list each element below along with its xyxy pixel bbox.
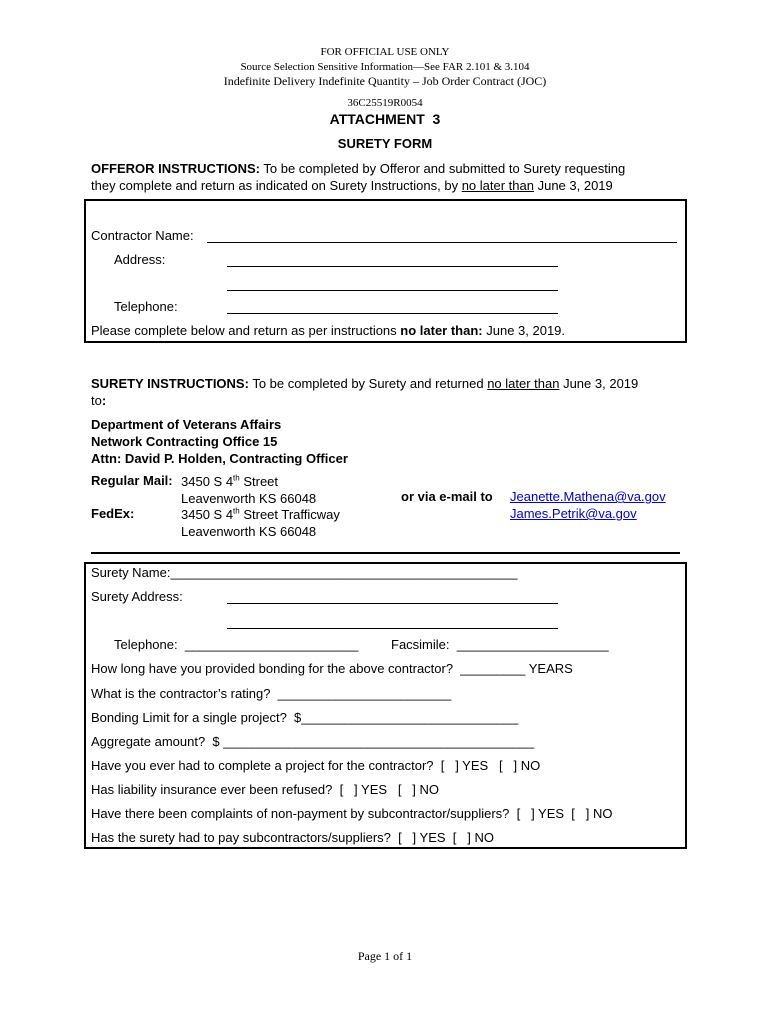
- offeror-label: OFFEROR INSTRUCTIONS:: [91, 161, 260, 176]
- question-surety-paid[interactable]: Has the surety had to pay subcontractors/suppliers? [ ] YES [ ] NO: [91, 830, 494, 845]
- regular-mail-address: [181, 473, 316, 507]
- question-nonpayment-complaints[interactable]: Have there been complaints of non-payment by subcontractor/suppliers? [ ] YES [ ] NO: [91, 806, 613, 821]
- email-link-mathena[interactable]: Jeanette.Mathena@va.gov: [510, 489, 666, 504]
- question-bonding-limit[interactable]: Bonding Limit for a single project? $______________________________: [91, 710, 519, 725]
- question-aggregate-amount[interactable]: Aggregate amount? $ ___________________________________________: [91, 734, 535, 749]
- recipient-attn: Attn: David P. Holden, Contracting Officer: [91, 451, 348, 466]
- contractor-telephone-field[interactable]: [227, 313, 558, 314]
- fedex-street-number: 3450 S 4: [181, 507, 234, 522]
- page-number: Page 1 of 1: [357, 949, 413, 963]
- section-divider: [91, 552, 680, 554]
- fedex-street-sup: th: [233, 506, 240, 516]
- return-instructions: [91, 323, 565, 338]
- contractor-address-field-1[interactable]: [227, 266, 558, 267]
- contractor-name-label: Contractor Name:: [91, 228, 194, 243]
- email-label: or via e-mail to: [401, 489, 493, 504]
- header-contract-type: Indefinite Delivery Indefinite Quantity – Job Order Contract (JOC): [223, 74, 547, 88]
- surety-address-field-2[interactable]: [227, 628, 558, 629]
- return-text: Please complete below and return as per instructions: [91, 323, 401, 338]
- surety-address-field-1[interactable]: [227, 603, 558, 604]
- return-date: June 3, 2019.: [482, 323, 566, 338]
- return-bold: no later than:: [400, 323, 483, 338]
- mail-street-number: 3450 S 4: [181, 474, 234, 489]
- fedex-street-name: Street Trafficway: [239, 507, 340, 522]
- surety-instr-text: To be completed by Surety and returned: [248, 376, 488, 391]
- regular-mail-label: Regular Mail:: [91, 473, 173, 488]
- offeror-text1: To be completed by Offeror and submitted to Surety requesting: [260, 161, 626, 176]
- solicitation-number: 36C25519R0054: [347, 97, 423, 109]
- surety-instr-deadline: no later than: [487, 376, 560, 391]
- mail-city: Leavenworth KS 66048: [181, 491, 317, 506]
- offeror-date: June 3, 2019: [533, 178, 613, 193]
- header-official-use: FOR OFFICIAL USE ONLY: [320, 46, 450, 58]
- offeror-text2: they complete and return as indicated on Surety Instructions, by: [91, 178, 462, 193]
- header-sensitive: Source Selection Sensitive Information—See FAR 2.101 & 3.104: [240, 61, 530, 73]
- fedex-city: Leavenworth KS 66048: [181, 524, 317, 539]
- mail-street-sup: th: [233, 473, 240, 483]
- contractor-address-field-2[interactable]: [227, 290, 558, 291]
- surety-instr-label: SURETY INSTRUCTIONS:: [91, 376, 249, 391]
- question-contractor-rating[interactable]: What is the contractor’s rating? ________________________: [91, 686, 452, 701]
- contractor-address-label: Address:: [114, 252, 166, 267]
- surety-instr-to: to: [91, 393, 102, 408]
- surety-instr-colon: :: [101, 393, 107, 408]
- offeror-instructions: [91, 160, 691, 194]
- question-bonding-years[interactable]: How long have you provided bonding for the above contractor? _________ YEARS: [91, 661, 573, 676]
- surety-instr-date: June 3, 2019: [559, 376, 639, 391]
- recipient-block: [91, 416, 348, 467]
- email-link-petrik[interactable]: James.Petrik@va.gov: [510, 506, 637, 521]
- recipient-org: Department of Veterans Affairs: [91, 417, 282, 432]
- offeror-deadline: no later than: [461, 178, 534, 193]
- surety-name-field[interactable]: Surety Name:________________________________________________: [91, 565, 518, 580]
- form-title: SURETY FORM: [337, 136, 433, 151]
- surety-instructions: [91, 375, 691, 409]
- question-complete-project[interactable]: Have you ever had to complete a project for the contractor? [ ] YES [ ] NO: [91, 758, 541, 773]
- contractor-info-box: [84, 199, 687, 343]
- fedex-address: [181, 506, 340, 540]
- mail-street-name: Street: [239, 474, 279, 489]
- surety-address-label: Surety Address:: [91, 589, 183, 604]
- recipient-office: Network Contracting Office 15: [91, 434, 278, 449]
- attachment-title: ATTACHMENT 3: [329, 111, 441, 127]
- fedex-label: FedEx:: [91, 506, 135, 521]
- question-liability-refused[interactable]: Has liability insurance ever been refused? [ ] YES [ ] NO: [91, 782, 440, 797]
- contractor-telephone-label: Telephone:: [114, 299, 178, 314]
- surety-telephone-field[interactable]: Telephone: ________________________: [114, 637, 359, 652]
- surety-facsimile-field[interactable]: Facsimile: _____________________: [391, 637, 609, 652]
- contractor-name-field[interactable]: [207, 242, 677, 243]
